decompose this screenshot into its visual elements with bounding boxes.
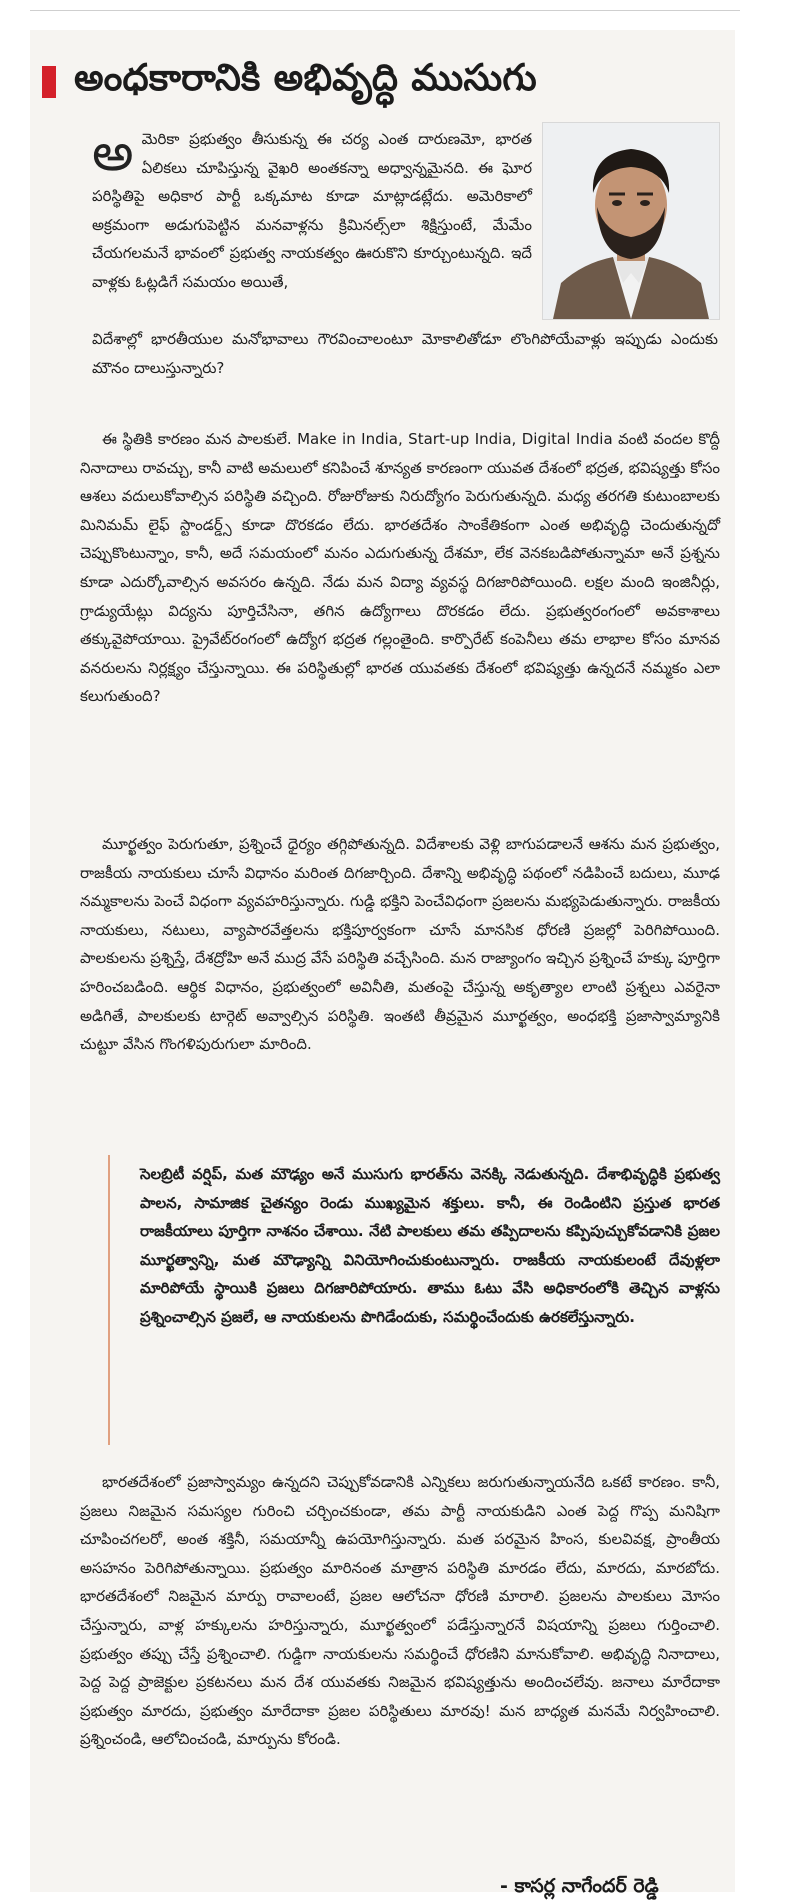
pull-quote: సెలబ్రిటీ వర్షిప్, మత మౌఢ్యం అనే ముసుగు భారత్‌ను వెనక్కి నెడుతున్నది. దేశాభివృద్ధికి ప్రభుత్వ పాలన, సామాజిక చైతన్యం రెండు ముఖ్యమైన శక్తులు. కానీ, ఈ రెండింటిని ప్రస్తుత భారత రాజకీయాలు పూర్తిగా నాశనం చేశాయి. నేటి పాలకులు తమ తప్పిదాలను కప్పిపుచ్చుకోవడానికి ప్రజల మూర్ఖత్వాన్ని, మత మౌఢ్యాన్ని వినియోగించుకుంటున్నారు. రాజకీయ నాయకులంటే దేవుళ్లలా మారిపోయే స్థాయికి ప్రజలు దిగజారిపోయారు. తాము ఓటు వేసి అధికారంలోకి తెచ్చిన వాళ్లను ప్రశ్నించాల్సిన ప్రజలే, ఆ నాయకులను పొగిడేందుకు, సమర్థించేందుకు ఉరకలేస్తున్నారు.	[140, 1165, 720, 1326]
author-portrait-icon	[543, 123, 719, 319]
article-page	[30, 30, 735, 1897]
paragraph-1-tail: విదేశాల్లో భారతీయుల మనోభావాలు గౌరవించాలంటూ మోకాలితోడూ లొంగిపోయేవాళ్లు ఇప్పుడు ఎందుకు మౌనం దాలుస్తున్నారు?	[92, 330, 718, 377]
headline-accent-bar	[42, 66, 56, 98]
paragraph-1-text: మెరికా ప్రభుత్వం తీసుకున్న ఈ చర్య ఎంత దారుణమో, భారత ఏలికలు చూపిస్తున్న వైఖరి అంతకన్నా అధ్వాన్నమైనది. ఈ ఘోర పరిస్థితిపై అధికార పార్టీ ఒక్కమాట కూడా మాట్లాడట్లేదు. అమెరికాలో అక్రమంగా అడుగుపెట్టిన మనవాళ్లను క్రిమినల్స్‌లా శిక్షిస్తుంటే, మేమేం చేయగలమనే భావంలో ప్రభుత్వ నాయకత్వం ఊరుకొని కూర్చుంటున్నది. ఇదే వాళ్లకు ఓట్లడిగే సమయం అయితే,	[92, 130, 532, 291]
author-photo	[542, 122, 720, 320]
headline: అంధకారానికి అభివృద్ధి ముసుగు	[74, 56, 537, 99]
author-byline: - కాసర్ల నాగేందర్ రెడ్డి	[500, 1875, 659, 1897]
paragraph-2: ఈ స్థితికి కారణం మన పాలకులే. Make in India, Start-up India, Digital India వంటి వందల కొద్దీ నినాదాలు రావచ్చు, కానీ వాటి అమలులో కనిపించే శూన్యత కారణంగా యువత దేశంలో భద్రత, భవిష్యత్తు కోసం ఆశలు వదులుకోవాల్సిన పరిస్థితి వచ్చింది. రోజురోజుకు నిరుద్యోగం పెరుగుతున్నది. మధ్య తరగతి కుటుంబాలకు మినిమమ్ లైఫ్ స్టాండర్డ్స్ కూడా దొరకడం లేదు. భారతదేశం సాంకేతికంగా ఎంత అభివృద్ధి చెందుతున్నదో చెప్పుకొంటున్నాం, కానీ, అదే సమయంలో మనం ఎదుగుతున్న దేశమా, లేక వెనకబడిపోతున్నామా అనే ప్రశ్నను కూడా ఎదుర్కోవాల్సిన అవసరం ఉన్నది. నేడు మన విద్యా వ్యవస్థ దిగజారిపోయింది. లక్షల మంది ఇంజినీర్లు, గ్రాడ్యుయేట్లు విద్యను పూర్తిచేసినా, తగిన ఉద్యోగాలు దొరకడం లేదు. ప్రభుత్వరంగంలో అవకాశాలు తక్కువైపోయాయి. ప్రైవేట్‌రంగంలో ఉద్యోగ భద్రత గల్లంతైంది. కార్పొరేట్ కంపెనీలు తమ లాభాల కోసం మానవ వనరులను నిర్లక్ష్యం చేస్తున్నాయి. ఈ పరిస్థితుల్లో భారత యువతకు దేశంలో భవిష్యత్తు ఉన్నదనే నమ్మకం ఎలా కలుగుతుంది?	[80, 430, 720, 706]
paragraph-1	[92, 125, 532, 297]
headline-block	[42, 52, 537, 112]
top-divider	[30, 10, 740, 11]
pull-quote-rule	[108, 1155, 110, 1445]
paragraph-5: భారతదేశంలో ప్రజాస్వామ్యం ఉన్నదని చెప్పుకోవడానికి ఎన్నికలు జరుగుతున్నాయనేది ఒకటే కారణం. కానీ, ప్రజలు నిజమైన సమస్యల గురించి చర్చించకుండా, తమ పార్టీ నాయకుడిని ఎంత పెద్ద గొప్ప మనిషిగా చూపించగలరో, అంత శక్తినీ, సమయాన్నీ ఉపయోగిస్తున్నారు. మత పరమైన హింస, కులవివక్ష, ప్రాంతీయ అసహనం పెరిగిపోతున్నాయి. ప్రభుత్వం మారినంత మాత్రాన పరిస్థితి మారడం లేదు, మారదు, మారబోదు. భారతదేశంలో నిజమైన మార్పు రావాలంటే, ప్రజల ఆలోచనా ధోరణి మారాలి. ప్రజలను పాలకులు మోసం చేస్తున్నారు, వాళ్ల హక్కులను హరిస్తున్నారు, మూర్ఖత్వంలో పడేస్తున్నారనే విషయాన్ని ప్రజలు గుర్తించాలి. ప్రభుత్వం తప్పు చేస్తే ప్రశ్నించాలి. గుడ్డిగా నాయకులను సమర్థించే ధోరణిని మానుకోవాలి. అభివృద్ధి నినాదాలు, పెద్ద పెద్ద ప్రాజెక్టుల ప్రకటనలు మన దేశ యువతకు నిజమైన భవిష్యత్తును అందించలేవు. జనాలు మారేదాకా ప్రభుత్వం మారదు, ప్రభుత్వం మారేదాకా ప్రజల పరిస్థితులు మారవు! మన బాధ్యత మనమే నిర్వహించాలి. ప్రశ్నించండి, ఆలోచించండి, మార్పును కోరండి.	[80, 1473, 720, 1749]
dropcap-letter: అ	[92, 123, 134, 183]
paragraph-3: మూర్ఖత్వం పెరుగుతూ, ప్రశ్నించే ధైర్యం తగ్గిపోతున్నది. విదేశాలకు వెళ్లి బాగుపడాలనే ఆశను మన ప్రభుత్వం, రాజకీయ నాయకులు చూసే విధానం మరింత దిగజార్చింది. దేశాన్ని అభివృద్ధి పథంలో నడిపించే బదులు, మూఢ నమ్మకాలను పెంచే విధంగా వ్యవహరిస్తున్నారు. గుడ్డి భక్తిని పెంచేవిధంగా ప్రజలను మభ్యపెడుతున్నారు. రాజకీయ నాయకులు, నటులు, వ్యాపారవేత్తలను భక్తిపూర్వకంగా చూసే మానసిక ధోరణి ప్రజల్లో పెరిగిపోయింది. పాలకులను ప్రశ్నిస్తే, దేశద్రోహి అనే ముద్ర వేసే పరిస్థితి వచ్చేసింది. మన రాజ్యాంగం ఇచ్చిన ప్రశ్నించే హక్కు పూర్తిగా హరించబడింది. ఆర్థిక విధానం, ప్రభుత్వంలో అవినీతి, మతంపై చేస్తున్న అకృత్యాల లాంటి ప్రశ్నలు ఎవరైనా అడిగితే, పాలకులకు టార్గెట్ అవ్వాల్సిన పరిస్థితి. ఇంతటి తీవ్రమైన మూర్ఖత్వం, అంధభక్తి ప్రజాస్వామ్యానికి చుట్టూ వేసిన గొంగళిపురుగులా మారింది.	[80, 835, 720, 1054]
